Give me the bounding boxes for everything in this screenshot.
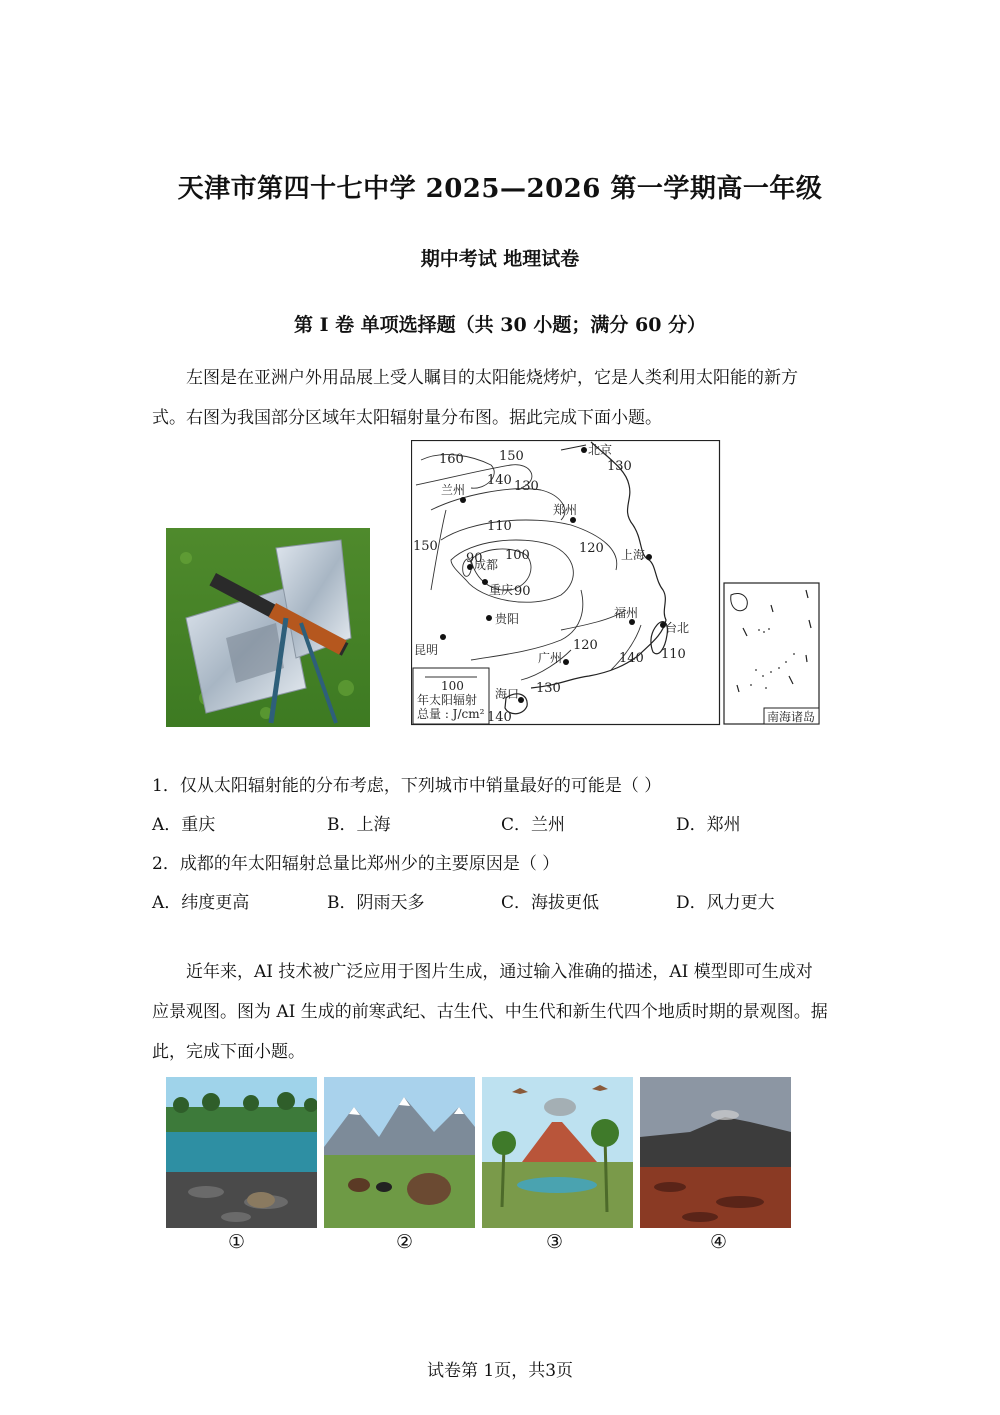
isoline-value: 140 bbox=[487, 710, 512, 725]
landscape-cenozoic-image bbox=[324, 1077, 475, 1228]
q2-option-c[interactable]: C．海拔更低 bbox=[501, 893, 600, 913]
city-label: 广州 bbox=[538, 651, 563, 665]
q1-option-c[interactable]: C．兰州 bbox=[501, 815, 566, 835]
q2-option-d[interactable]: D．风力更大 bbox=[676, 893, 775, 913]
isoline-value: 130 bbox=[536, 681, 561, 696]
city-label: 福州 bbox=[614, 606, 639, 620]
question-2: 2．成都的年太阳辐射总量比郑州少的主要原因是（ ） bbox=[152, 854, 560, 874]
inset-map-frame bbox=[724, 583, 819, 724]
q2-option-b[interactable]: B．阴雨天多 bbox=[327, 893, 425, 913]
landscape-mesozoic-image bbox=[482, 1077, 633, 1228]
isoline-value: 120 bbox=[573, 638, 598, 653]
q2-option-a[interactable]: A．纬度更高 bbox=[152, 893, 250, 913]
isoline-value: 130 bbox=[514, 479, 539, 494]
city-label: 海口 bbox=[495, 687, 520, 701]
landscape-paleozoic-image bbox=[640, 1077, 791, 1228]
isoline-value: 110 bbox=[661, 647, 686, 662]
question-1: 1．仅从太阳辐射能的分布考虑，下列城市中销量最好的可能是（ ） bbox=[152, 776, 662, 796]
isoline-value: 90 bbox=[466, 551, 483, 566]
isoline-value: 100 bbox=[505, 548, 530, 563]
solar-cooker-photo bbox=[166, 528, 370, 727]
city-label: 重庆 bbox=[489, 583, 514, 597]
city-label: 郑州 bbox=[553, 503, 578, 517]
legend-value: 100 bbox=[441, 679, 464, 693]
inset-label: 南海诸岛 bbox=[767, 710, 816, 724]
isoline-value: 140 bbox=[619, 651, 644, 666]
city-label: 成都 bbox=[474, 558, 499, 572]
legend-line1: 年太阳辐射 bbox=[417, 693, 478, 707]
q1-option-b[interactable]: B．上海 bbox=[327, 815, 391, 835]
isoline-value: 110 bbox=[487, 519, 512, 534]
isoline-value: 120 bbox=[579, 541, 604, 556]
intro-line: 式。右图为我国部分区域年太阳辐射量分布图。据此完成下面小题。 bbox=[152, 408, 662, 428]
isoline-value: 150 bbox=[499, 449, 524, 464]
caption-1: ① bbox=[228, 1231, 246, 1253]
intro-line: 左图是在亚洲户外用品展上受人瞩目的太阳能烧烤炉，它是人类利用太阳能的新方 bbox=[186, 368, 798, 388]
isoline-value: 160 bbox=[439, 452, 464, 467]
q1-option-d[interactable]: D．郑州 bbox=[676, 815, 741, 835]
caption-4: ④ bbox=[710, 1231, 728, 1253]
isoline-value: 130 bbox=[607, 459, 632, 474]
section-heading: 第 I 卷 单项选择题（共 30 小题；满分 60 分） bbox=[293, 314, 707, 336]
intro-line: 此，完成下面小题。 bbox=[152, 1042, 305, 1062]
city-label: 贵阳 bbox=[495, 612, 520, 626]
intro-line: 应景观图。图为 AI 生成的前寒武纪、古生代、中生代和新生代四个地质时期的景观图。据 bbox=[152, 1002, 828, 1022]
city-label: 台北 bbox=[665, 621, 690, 635]
page-footer: 试卷第 1页，共3页 bbox=[426, 1361, 574, 1381]
city-label: 北京 bbox=[588, 443, 613, 457]
isoline-value: 150 bbox=[413, 539, 438, 554]
q1-option-a[interactable]: A．重庆 bbox=[152, 815, 216, 835]
exam-subtitle: 期中考试 地理试卷 bbox=[420, 248, 580, 270]
landscape-precambrian-image bbox=[166, 1077, 317, 1228]
intro-paragraph-1 bbox=[152, 358, 852, 438]
caption-3: ③ bbox=[546, 1231, 564, 1253]
page-title: 天津市第四十七中学 2025—2026 第一学期高一年级 bbox=[177, 174, 823, 204]
caption-2: ② bbox=[396, 1231, 414, 1253]
intro-paragraph-2 bbox=[152, 952, 852, 1072]
isoline-value: 90 bbox=[514, 584, 531, 599]
solar-radiation-map bbox=[411, 440, 821, 726]
legend-line2: 总量 : J/cm² bbox=[417, 707, 485, 721]
city-label: 上海 bbox=[621, 548, 646, 562]
city-label: 昆明 bbox=[414, 643, 439, 657]
intro-line: 近年来，AI 技术被广泛应用于图片生成，通过输入准确的描述，AI 模型即可生成对 bbox=[186, 962, 813, 982]
city-label: 兰州 bbox=[441, 483, 466, 497]
isoline-value: 140 bbox=[487, 473, 512, 488]
